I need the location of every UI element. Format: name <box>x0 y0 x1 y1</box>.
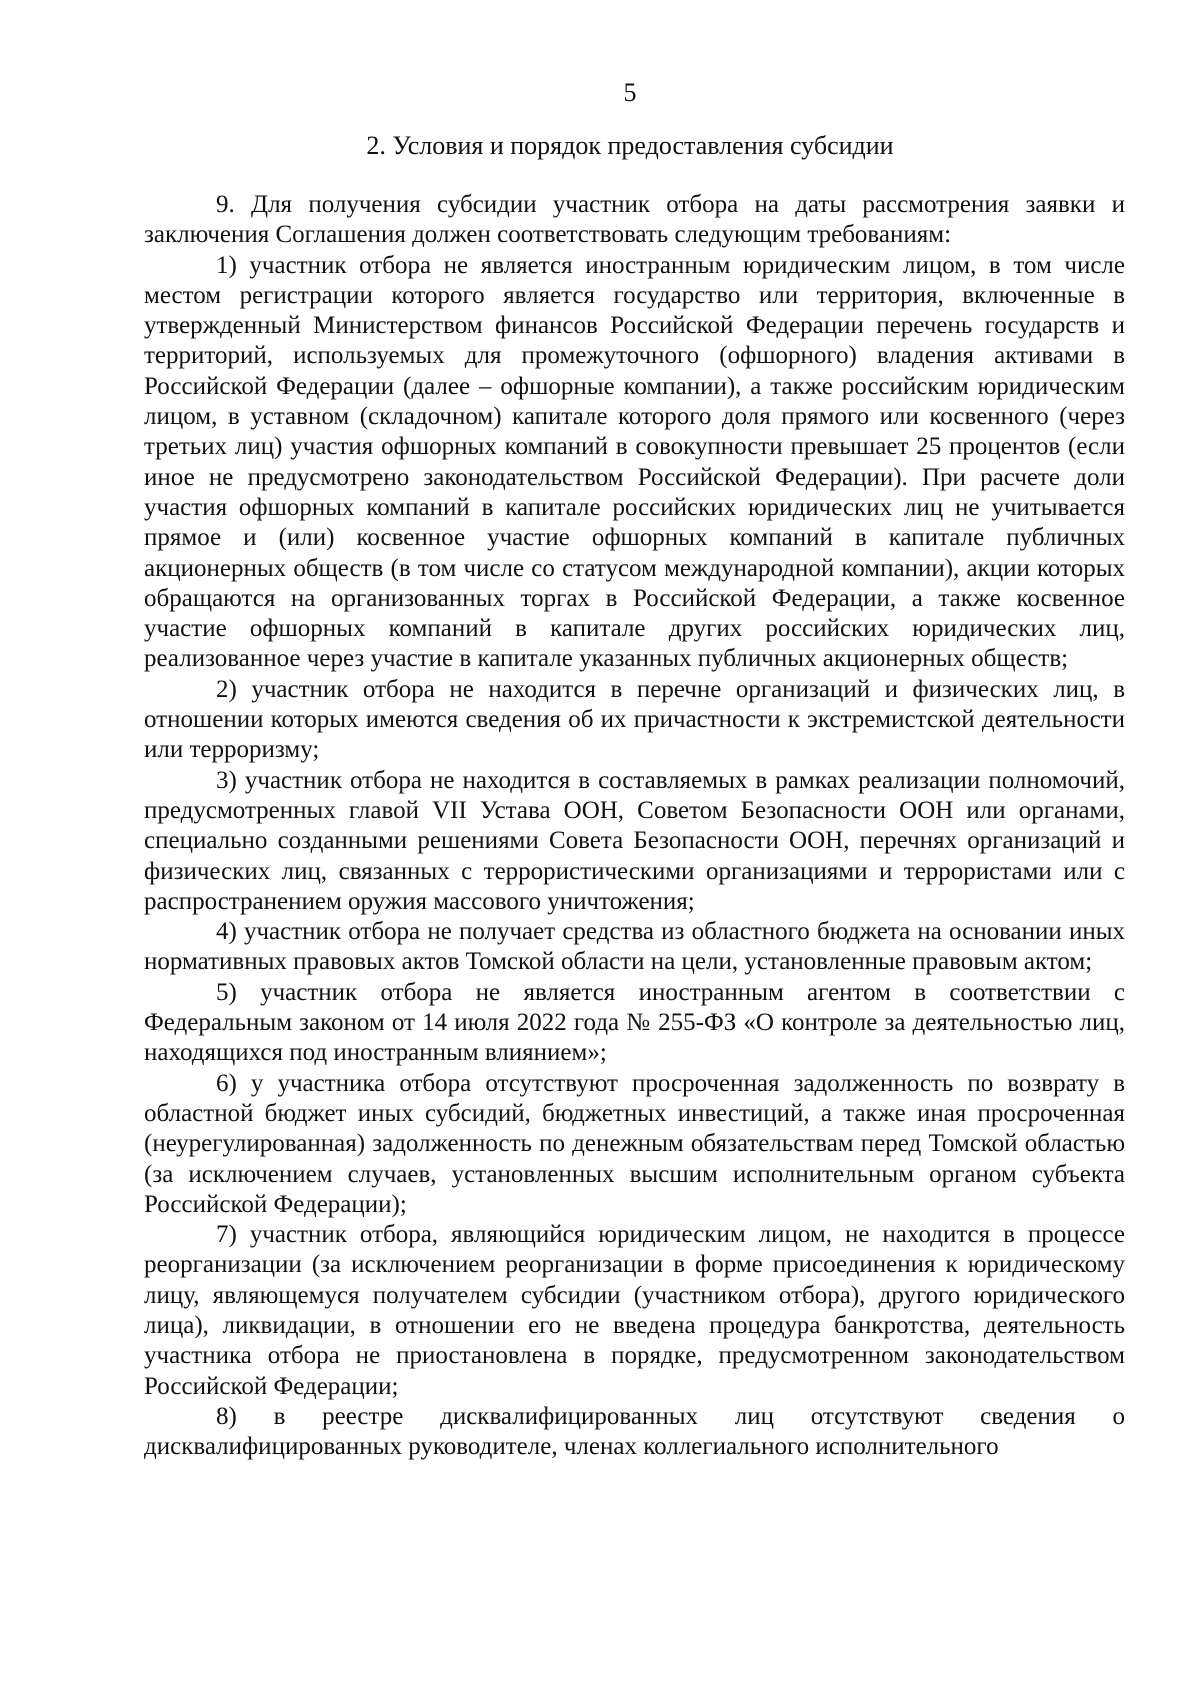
document-body <box>144 190 1125 1462</box>
requirement-8: 8) в реестре дисквалифицированных лиц отсутствуют сведения о дисквалифицированных руководителе, членах коллегиального исполнительного <box>144 1402 1125 1461</box>
requirement-2: 2) участник отбора не находится в перечне организаций и физических лиц, в отношении которых имеются сведения об их причастности к экстремистской деятельности или терроризму; <box>144 675 1125 764</box>
paragraph-9: 9. Для получения субсидии участник отбора на даты рассмотрения заявки и заключения Соглашения должен соответствовать следующим требованиям: <box>144 191 1125 249</box>
requirement-5: 5) участник отбора не является иностранным агентом в соответствии с Федеральным законом от 14 июля 2022 года № 255-ФЗ «О контроле за деятельностью лиц, находящихся под иностранным влиянием»; <box>144 978 1125 1067</box>
requirement-3: 3) участник отбора не находится в составляемых в рамках реализации полномочий, предусмотренных главой VII Устава ООН, Советом Безопасности ООН или органами, специально созданными решениями Совета Безопасности ООН, перечнях организаций и физических лиц, связанных с террористическими организациями и террористами или с распространением оружия массового уничтожения; <box>144 766 1125 915</box>
requirement-1: 1) участник отбора не является иностранным юридическим лицом, в том числе местом регистрации которого является государство или территория, включенные в утвержденный Министерством финансов Российской Федерации перечень государств и территорий, используемых для промежуточного (офшорного) владения активами в Российской Федерации (далее – офшорные компании), а также российским юридическим лицом, в уставном (складочном) капитале которого доля прямого или косвенного (через третьих лиц) участия офшорных компаний в совокупности превышает 25 процентов (если иное не предусмотрено законодательством Российской Федерации). При расчете доли участия офшорных компаний в капитале российских юридических лиц не учитывается прямое и (или) косвенное участие офшорных компаний в капитале публичных акционерных обществ (в том числе со статусом международной компании), акции которых обращаются на организованных торгах в Российской Федерации, а также косвенное участие офшорных компаний в капитале других российских юридических лиц, реализованное через участие в капитале указанных публичных акционерных обществ; <box>144 251 1125 673</box>
requirement-4: 4) участник отбора не получает средства из областного бюджета на основании иных нормативных правовых актов Томской области на цели, установленные правовым актом; <box>144 918 1125 976</box>
requirement-7: 7) участник отбора, являющийся юридическим лицом, не находится в процессе реорганизации (за исключением реорганизации в форме присоединения к юридическому лицу, являющемуся получателем субсидии (участником отбора), другого юридического лица), ликвидации, в отношении его не введена процедура банкротства, деятельность участника отбора не приостановлена в порядке, предусмотренном законодательством Российской Федерации; <box>144 1221 1125 1400</box>
section-title: 2. Условия и порядок предоставления субсидии <box>366 131 894 160</box>
requirement-6: 6) у участника отбора отсутствуют просроченная задолженность по возврату в областной бюджет иных субсидий, бюджетных инвестиций, а также иная просроченная (неурегулированная) задолженность по денежным обязательствам перед Томской областью (за исключением случаев, установленных высшим исполнительным органом субъекта Российской Федерации); <box>144 1069 1125 1218</box>
page-number: 5 <box>623 78 637 107</box>
